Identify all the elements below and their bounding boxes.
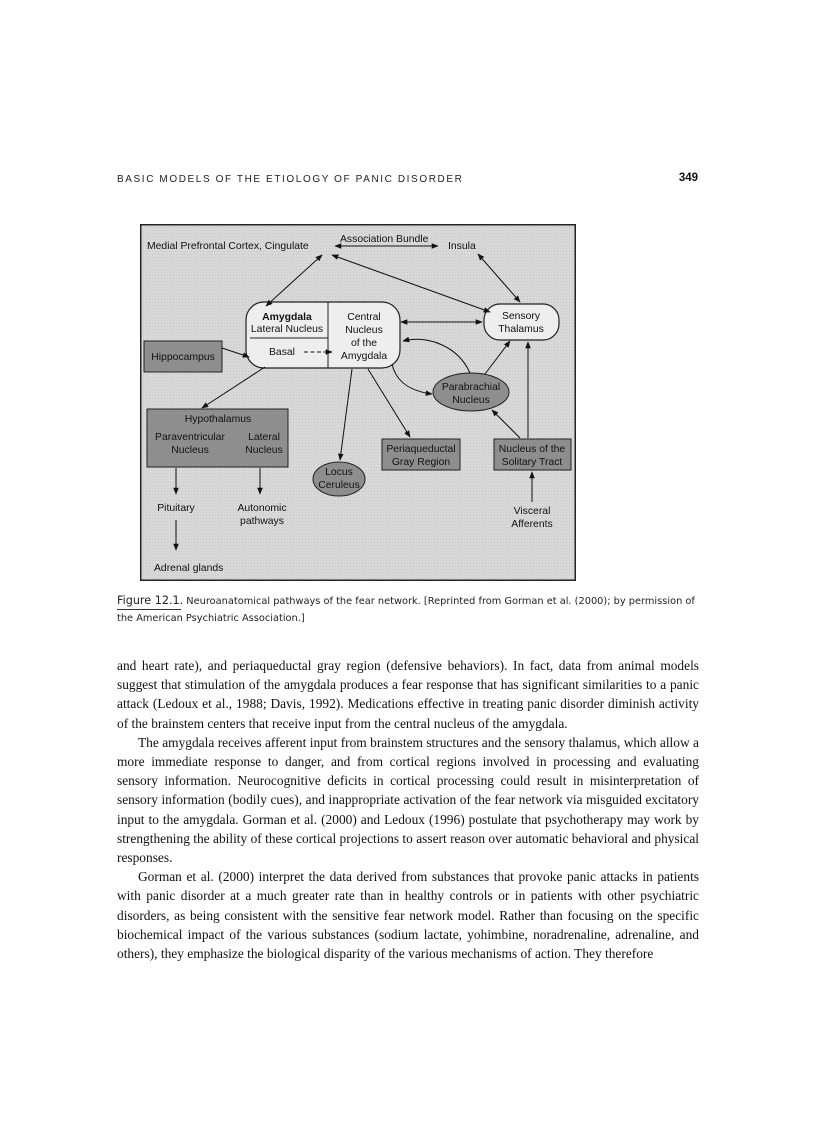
label-paraventricular-2: Nucleus	[171, 445, 209, 456]
label-parabrachial-2: Nucleus	[452, 395, 490, 406]
paragraph-2: The amygdala receives afferent input from brainstem structures and the sensory thalamus, which allow a more immediate response to danger, and from cortical regions involved in processing and evaluating sensory information. Neurocognitive deficits in cortical processing could result in misinterpretation of sensory information (bodily cues), and inappropriate activation of the fear network via misguided excitatory input to the amygdala. Gorman et al. (2000) and Ledoux (1996) postulate that psychotherapy may work by strengthening the ability of these cortical projections to assert reason over automatic behavioral and physical responses.	[117, 734, 699, 866]
caption-underline	[117, 609, 181, 610]
label-lateral-2: Nucleus	[245, 445, 283, 456]
label-paraventricular-1: Paraventricular	[155, 432, 225, 443]
label-amygdala: Amygdala	[262, 312, 312, 323]
figure-label: Figure 12.1.	[117, 594, 184, 607]
label-sensory-2: Thalamus	[498, 324, 544, 335]
label-pag-2: Gray Region	[391, 457, 451, 468]
label-lateral-nucleus: Lateral Nucleus	[250, 324, 324, 335]
label-parabrachial-1: Parabrachial	[441, 382, 501, 393]
body-text	[117, 656, 699, 963]
label-hippocampus: Hippocampus	[151, 352, 215, 363]
label-central-3: of the	[351, 338, 377, 349]
diagram-background	[141, 225, 576, 581]
label-autonomic-1: Autonomic	[237, 503, 287, 514]
label-locus-1: Locus	[325, 467, 353, 478]
label-sensory-1: Sensory	[501, 311, 541, 322]
label-insula: Insula	[448, 241, 476, 252]
running-header: BASIC MODELS OF THE ETIOLOGY OF PANIC DISORDER	[117, 174, 464, 185]
page-number: 349	[678, 172, 698, 184]
label-central-1: Central	[347, 312, 381, 323]
label-association-bundle: Association Bundle	[340, 234, 429, 245]
label-locus-2: Ceruleus	[318, 480, 360, 491]
label-nts-2: Solitary Tract	[501, 457, 563, 468]
label-mpfc: Medial Prefrontal Cortex, Cingulate	[147, 241, 309, 252]
label-central-2: Nucleus	[345, 325, 383, 336]
label-pag-1: Periaqueductal	[386, 444, 456, 455]
paragraph-3: Gorman et al. (2000) interpret the data derived from substances that provoke panic attacks in patients with panic disorder at a much greater rate than in healthy controls or in patients with other psychiatric disorders, as being consistent with the sensitive fear network model. Rather than focusing on the specific biochemical impact of the various substances (sodium lactate, yohimbine, noradrenaline, adrenaline, and others), they emphasize the biological disparity of the various mechanisms of action. They therefore	[117, 869, 699, 962]
label-lateral-1: Lateral	[248, 432, 280, 443]
label-central-4: Amygdala	[340, 351, 388, 362]
label-basal: Basal	[269, 347, 295, 358]
caption-text: Neuroanatomical pathways of the fear network. [Reprinted from Gorman et al. (2000); by permission of the American Psychiatric Association.]	[117, 596, 695, 624]
label-visceral-1: Visceral	[513, 506, 551, 517]
fear-network-diagram	[140, 224, 576, 581]
paragraph-1: and heart rate), and periaqueductal gray region (defensive behaviors). In fact, data from animal models suggest that stimulation of the amygdala produces a fear response that has significant similarities to a panic attack (Ledoux et al., 1988; Davis, 1992). Medications effective in treating panic disorder diminish activity of the brainstem centers that receive input from the central nucleus of the amygdala.	[117, 658, 699, 731]
label-visceral-2: Afferents	[511, 519, 553, 530]
label-adrenal: Adrenal glands	[154, 563, 224, 574]
figure-caption	[117, 592, 699, 627]
label-pituitary: Pituitary	[157, 503, 195, 514]
label-hypothalamus: Hypothalamus	[184, 414, 252, 425]
label-nts-1: Nucleus of the	[498, 444, 566, 455]
label-autonomic-2: pathways	[240, 516, 284, 527]
